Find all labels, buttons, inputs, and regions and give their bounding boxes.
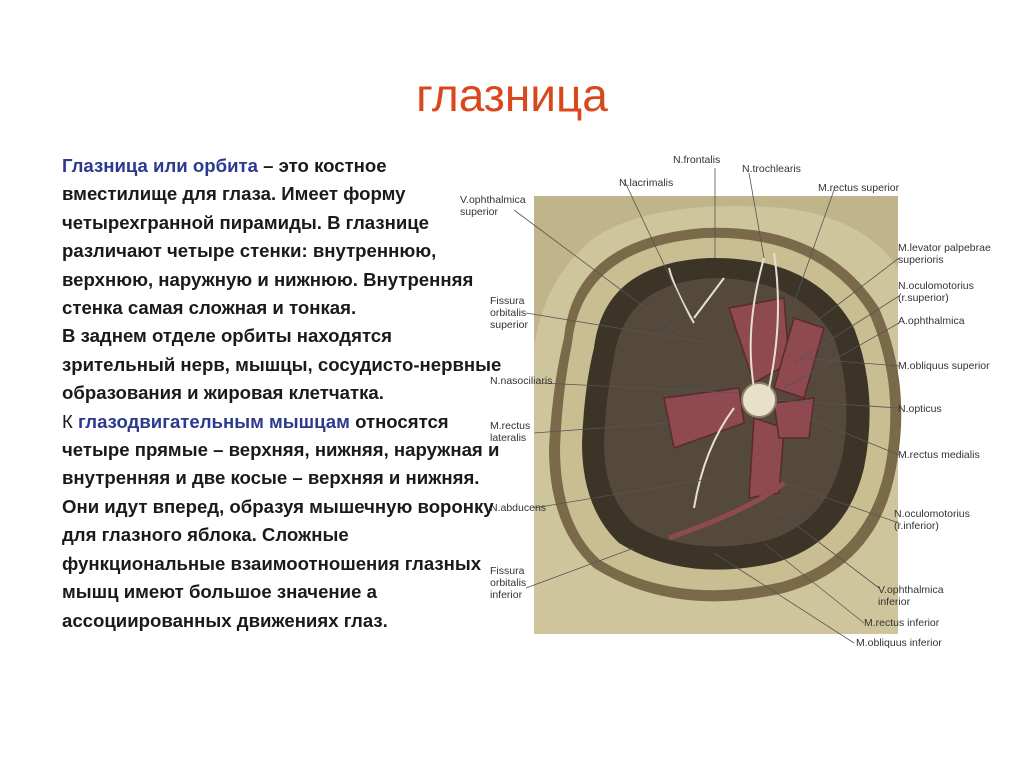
label-m-rectus-medialis: M.rectus medialis [898,449,980,461]
label-n-opticus: N.opticus [898,403,942,415]
label-n-abducens: N.abducens [490,502,547,514]
label-m-rectus-superior: M.rectus superior [818,182,900,194]
label-a-ophthalmica: A.ophthalmica [898,315,965,327]
label-m-rectus-inferior: M.rectus inferior [864,617,940,629]
slide-title: глазница [416,69,608,121]
body-text [62,152,502,635]
label-n-oculomotorius-inferior: N.oculomotorius (r.inferior) [894,508,970,532]
label-n-frontalis: N.frontalis [673,154,721,166]
paragraph-muscles [62,408,502,635]
orbit-anatomy-figure [454,148,1014,658]
paragraph-definition [62,152,502,322]
term-oculomotor-muscles: глазодвигательным мышцам [78,410,350,432]
definition-text: – это костное вместилище для глаза. Имеет форму четырехгранной пирамиды. В глазнице различают четыре стенки: внутреннюю, верхнюю, наружную и нижнюю. Внутренняя стенка самая сложная и тонкая. [62,155,474,319]
term-orbit: Глазница или орбита [62,155,258,176]
label-fissura-orbitalis-inferior: Fissura orbitalis inferior [490,565,527,601]
label-m-obliquus-inferior: M.obliquus inferior [856,637,942,649]
label-m-rectus-lateralis: M.rectus lateralis [490,420,531,444]
label-v-ophthalmica-superior: V.ophthalmica superior [460,194,526,218]
muscles-text: относятся четыре прямые – верхняя, нижняя, наружная и внутренняя и две косые – верхняя и нижняя. Они идут вперед, образуя мышечную воронку для глазного яблока. Сложные функциональные взаимоотношения глазных мышц имеют большое значение а ассоциированных движениях глаз. [62,410,500,631]
label-v-ophthalmica-inferior: V.ophthalmica inferior [878,584,944,608]
label-m-obliquus-superior: M.obliquus superior [898,360,990,372]
label-n-lacrimalis: N.lacrimalis [619,177,674,189]
label-n-trochlearis: N.trochlearis [742,163,801,175]
label-fissura-orbitalis-superior: Fissura orbitalis superior [490,295,528,331]
paragraph-contents: В заднем отделе орбиты находятся зрительный нерв, мышцы, сосудисто-нервные образования и жировая клетчатка. [62,325,502,404]
label-n-oculomotorius-superior: N.oculomotorius (r.superior) [898,280,974,304]
optic-nerve [742,383,776,417]
label-m-levator-palpebrae: M.levator palpebrae superioris [898,242,991,266]
label-n-nasociliaris: N.nasociliaris [490,375,553,387]
muscles-prefix: К [62,410,78,432]
